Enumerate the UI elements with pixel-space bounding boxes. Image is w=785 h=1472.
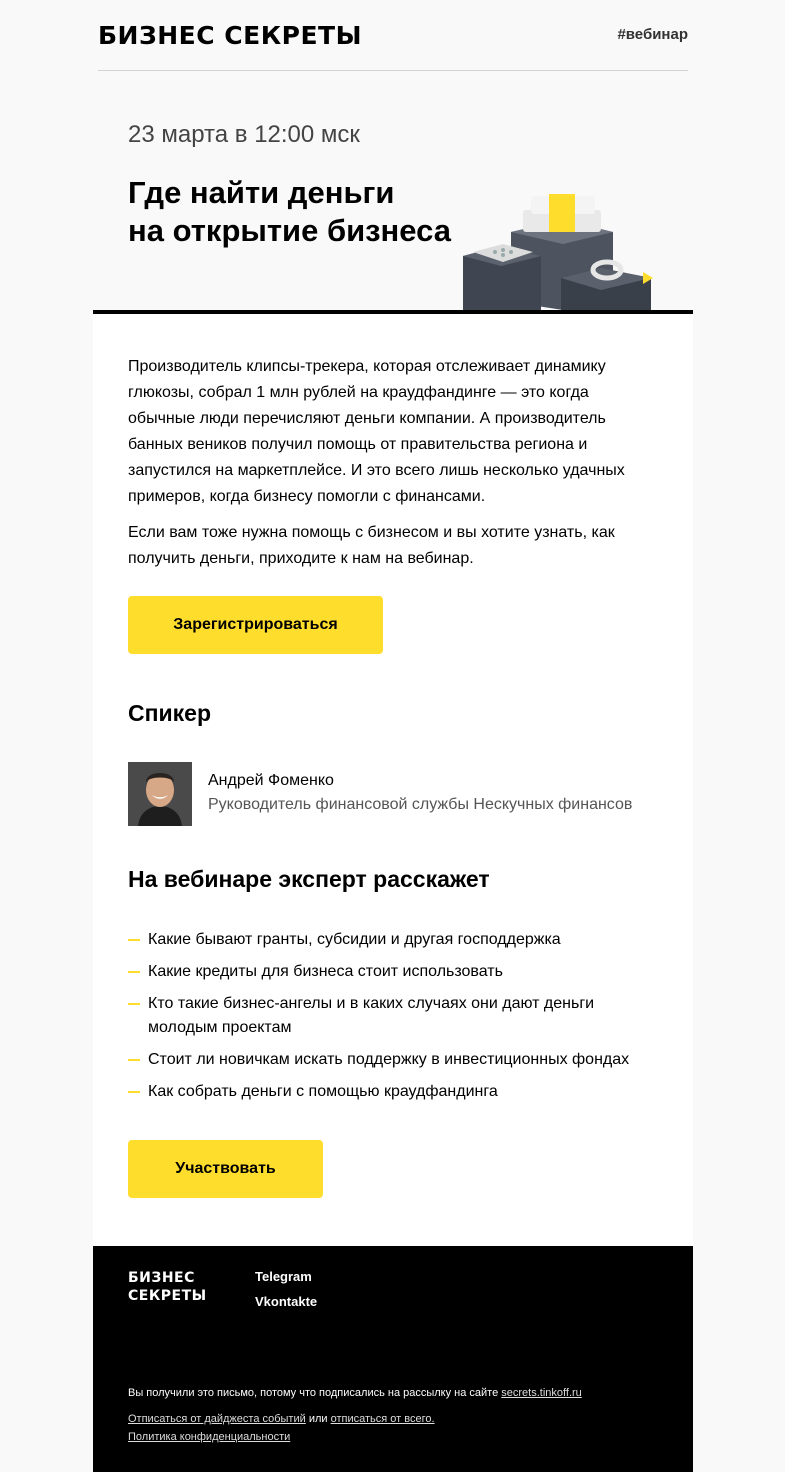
main-content (93, 314, 693, 1246)
footer-logo[interactable] (128, 1269, 207, 1305)
list-item (128, 1080, 658, 1104)
event-title-line1: Где найти деньги (128, 175, 395, 210)
speaker-avatar (128, 762, 192, 826)
privacy-policy-link[interactable]: Политика конфиденциальности (128, 1431, 291, 1443)
speaker-name: Андрей Фоменко (208, 772, 334, 789)
dash-bullet-icon (128, 1059, 140, 1061)
intro-paragraph: Производитель клипсы-трекера, которая отслеживает динамику глюкозы, собрал 1 млн рублей на краудфандинге — это когда обычные люди перечисляют деньги компании. А производитель банных веников получил помощь от правительства региона и запустился на маркетплейсе. И это всего лишь несколько удачных примеров, когда бизнесу помогли с финансами. (128, 358, 625, 505)
list-item (128, 1048, 658, 1072)
dash-bullet-icon (128, 1091, 140, 1093)
dash-bullet-icon (128, 971, 140, 973)
site-link[interactable]: secrets.tinkoff.ru (501, 1387, 582, 1399)
register-button[interactable]: Зарегистрироваться (128, 596, 383, 654)
invite-paragraph: Если вам тоже нужна помощь с бизнесом и вы хотите узнать, как получить деньги, приходите к нам на вебинар. (128, 524, 615, 567)
webinar-tag: #вебинар (617, 26, 688, 43)
participate-button[interactable]: Участвовать (128, 1140, 323, 1198)
event-title-line2: на открытие бизнеса (128, 213, 451, 248)
telegram-link[interactable]: Telegram (255, 1269, 312, 1284)
list-item (128, 960, 658, 984)
event-date: 23 марта в 12:00 мск (128, 121, 360, 148)
hero-banner (93, 80, 693, 314)
list-item-text: Кто такие бизнес-ангелы и в каких случаях они дают деньги молодым проектам (148, 995, 595, 1036)
header (98, 18, 688, 71)
subscription-notice (128, 1384, 582, 1402)
footer (93, 1246, 693, 1472)
money-illustration (461, 190, 661, 310)
speaker-heading: Спикер (128, 700, 211, 726)
list-item (128, 992, 658, 1040)
notice-text: Вы получили это письмо, потому что подписались на рассылку на сайте (128, 1387, 499, 1399)
topics-list (128, 928, 658, 1112)
dash-bullet-icon (128, 1003, 140, 1005)
or-text: или (308, 1413, 328, 1425)
unsubscribe-row (128, 1410, 435, 1428)
dash-bullet-icon (128, 939, 140, 941)
unsubscribe-all-link[interactable]: отписаться от всего. (330, 1413, 435, 1425)
list-item (128, 928, 658, 952)
speaker-role: Руководитель финансовой службы Нескучных финансов (208, 796, 633, 813)
privacy-row (128, 1428, 290, 1446)
topics-heading: На вебинаре эксперт расскажет (128, 866, 490, 892)
footer-logo-line2: СЕКРЕТЫ (128, 1288, 207, 1304)
event-title (128, 174, 468, 250)
vkontakte-link[interactable]: Vkontakte (255, 1294, 318, 1309)
footer-logo-line1: БИЗНЕС (128, 1270, 195, 1286)
list-item-text: Какие бывают гранты, субсидии и другая господдержка (148, 931, 561, 948)
speaker-avatar-image (128, 762, 192, 826)
list-item-text: Какие кредиты для бизнеса стоит использовать (148, 963, 503, 980)
unsubscribe-digest-link[interactable]: Отписаться от дайджеста событий (128, 1413, 306, 1425)
list-item-text: Как собрать деньги с помощью краудфандинга (148, 1083, 498, 1100)
brand-logo[interactable]: БИЗНЕС СЕКРЕТЫ (98, 21, 363, 50)
list-item-text: Стоит ли новичкам искать поддержку в инвестиционных фондах (148, 1051, 630, 1068)
